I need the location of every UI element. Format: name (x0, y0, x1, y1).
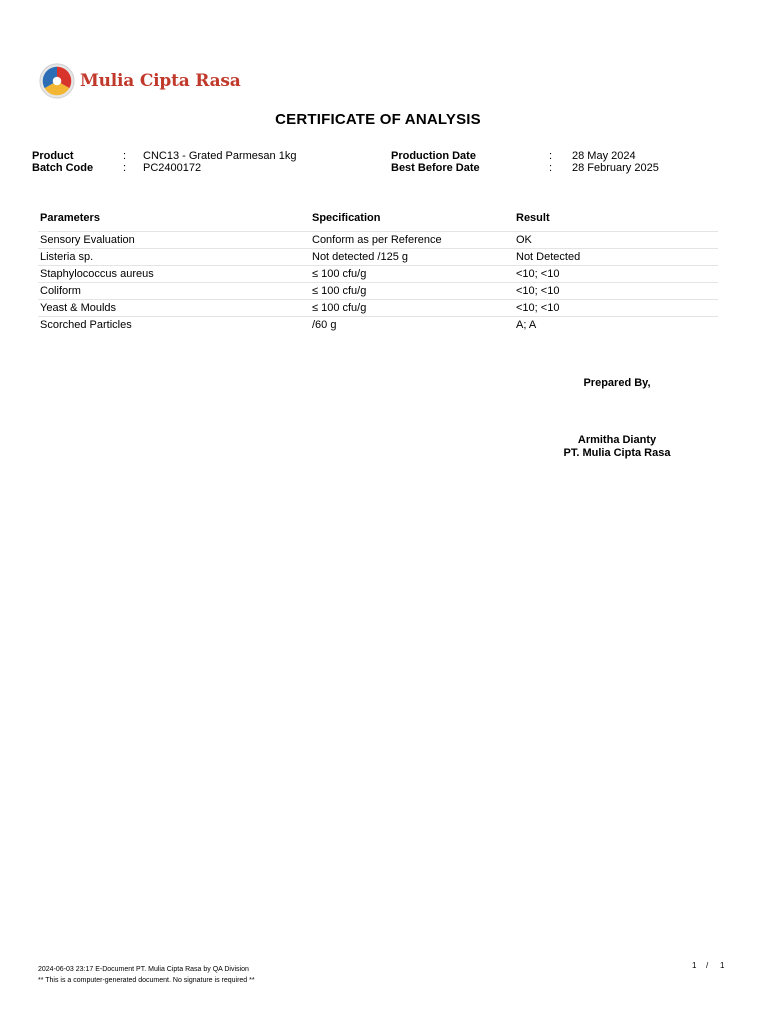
table-row (38, 283, 718, 300)
signatory-company: PT. Mulia Cipta Rasa (563, 447, 671, 459)
batch-separator: : (123, 162, 127, 174)
production-date-separator: : (549, 150, 553, 162)
specification-cell: Not detected /125 g (312, 251, 409, 263)
production-date-value: 28 May 2024 (572, 150, 636, 162)
page-current: 1 (692, 961, 697, 970)
analysis-table (38, 211, 718, 333)
best-before-value: 28 February 2025 (572, 162, 659, 174)
footer-disclaimer: ** This is a computer-generated document. No signature is required ** (38, 977, 255, 984)
specification-cell: ≤ 100 cfu/g (312, 285, 367, 297)
parameter-cell: Scorched Particles (40, 319, 132, 331)
specification-cell: ≤ 100 cfu/g (312, 302, 367, 314)
batch-label: Batch Code (32, 162, 94, 174)
result-cell: <10; <10 (516, 268, 560, 280)
table-row (38, 232, 718, 249)
parameter-cell: Listeria sp. (40, 251, 94, 263)
production-date-label: Production Date (391, 150, 476, 162)
result-cell: OK (516, 234, 532, 246)
result-cell: <10; <10 (516, 285, 560, 297)
logo-emblem-icon (38, 62, 76, 100)
signatory-name: Armitha Dianty (577, 434, 657, 446)
best-before-label: Best Before Date (391, 162, 480, 174)
page-total: 1 (720, 961, 725, 970)
parameter-cell: Staphylococcus aureus (40, 268, 154, 280)
product-separator: : (123, 150, 127, 162)
footer-generated-line: 2024-06-03 23:17 E-Document PT. Mulia Cipta Rasa by QA Division (38, 966, 249, 973)
table-header-row (38, 211, 718, 232)
prepared-by-label: Prepared By, (583, 377, 651, 389)
parameter-cell: Sensory Evaluation (40, 234, 135, 246)
parameter-cell: Coliform (40, 285, 81, 297)
header-result: Result (516, 212, 550, 224)
brand-name: Mulia Cipta Rasa (80, 71, 241, 91)
result-cell: A; A (516, 319, 537, 331)
header-parameters: Parameters (40, 212, 100, 224)
best-before-separator: : (549, 162, 553, 174)
document-title: CERTIFICATE OF ANALYSIS (275, 111, 481, 128)
header-specification: Specification (312, 212, 381, 224)
specification-cell: /60 g (312, 319, 337, 331)
page-separator: / (706, 961, 709, 970)
table-row (38, 300, 718, 317)
result-cell: Not Detected (516, 251, 581, 263)
table-row (38, 266, 718, 283)
table-row (38, 249, 718, 266)
specification-cell: Conform as per Reference (312, 234, 442, 246)
parameter-cell: Yeast & Moulds (40, 302, 117, 314)
result-cell: <10; <10 (516, 302, 560, 314)
company-logo (38, 62, 241, 100)
table-row (38, 317, 718, 333)
batch-value: PC2400172 (143, 162, 202, 174)
product-value: CNC13 - Grated Parmesan 1kg (143, 150, 297, 162)
product-label: Product (32, 150, 74, 162)
specification-cell: ≤ 100 cfu/g (312, 268, 367, 280)
